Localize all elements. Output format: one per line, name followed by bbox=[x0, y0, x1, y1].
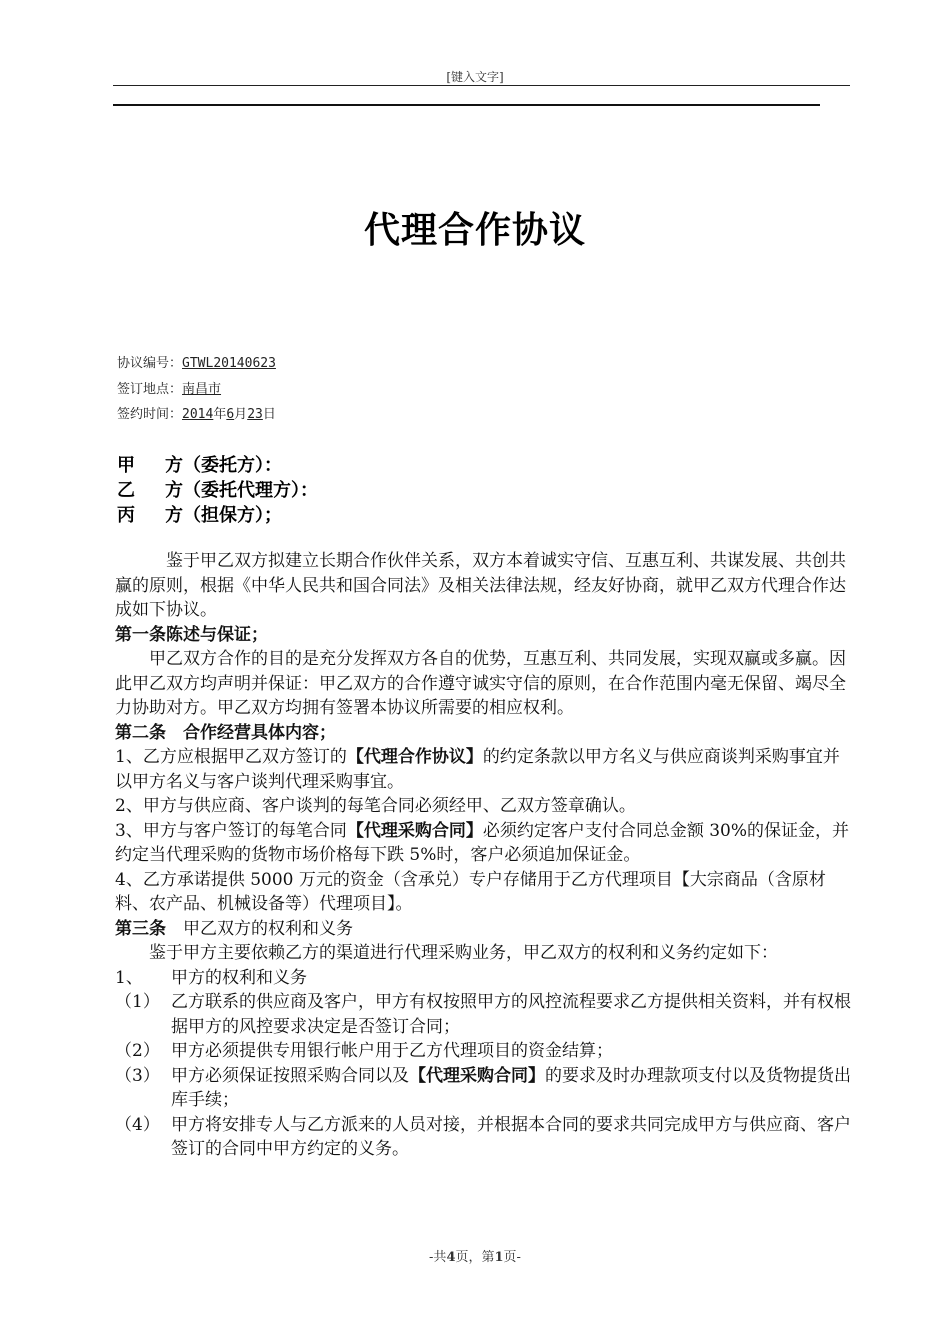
article3-subsection bbox=[115, 966, 855, 991]
article2-item1-text-c: 的约定条款以甲方名义与供应商谈判采购事宜并以甲方名义与客户谈判代理采购事宜。 bbox=[115, 747, 840, 792]
list-item-number: （3） bbox=[115, 1065, 160, 1086]
signing-place-value: 南昌市 bbox=[182, 382, 222, 397]
article3-heading-plain: 甲乙双方的权利和义务 bbox=[166, 918, 353, 939]
signing-year: 2014 bbox=[182, 407, 214, 422]
party-a-label: 方（委托方）： bbox=[165, 455, 282, 476]
list-item-text-a: 甲方必须保证按照采购合同以及 bbox=[171, 1065, 409, 1086]
party-b-label: 方（委托代理方）： bbox=[165, 480, 318, 501]
signing-place-label: 签订地点： bbox=[117, 382, 183, 397]
list-item-number: （4） bbox=[115, 1114, 160, 1135]
signing-day: 23 bbox=[247, 407, 263, 422]
article3-sub-title: 甲方的权利和义务 bbox=[171, 967, 307, 988]
page-footer bbox=[0, 1246, 950, 1265]
party-b bbox=[117, 476, 318, 502]
document-title: 代理合作协议 bbox=[363, 210, 586, 251]
article2-item3 bbox=[115, 819, 855, 868]
article2-item3-bold: 【代理采购合同】 bbox=[346, 820, 483, 841]
article2-item1 bbox=[115, 745, 855, 794]
article2-item4: 4、乙方承诺提供 5000 万元的资金（含承兑）专户存储用于乙方代理项目【大宗商品（含原材料、农产品、机械设备等）代理项目】。 bbox=[115, 869, 826, 914]
list-item-text bbox=[171, 1064, 855, 1113]
article1-heading: 第一条陈述与保证； bbox=[115, 624, 268, 645]
signing-place bbox=[117, 378, 221, 397]
article2-item2: 2、甲方与供应商、客户谈判的每笔合同必须经甲、乙双方签章确认。 bbox=[115, 796, 636, 816]
list-item bbox=[115, 1064, 855, 1113]
article3-heading bbox=[115, 917, 855, 942]
signing-date-label: 签约时间： bbox=[117, 407, 183, 422]
list-item-number: （1） bbox=[115, 992, 160, 1012]
list-item-number: （2） bbox=[115, 1041, 160, 1061]
signing-date bbox=[117, 403, 276, 422]
header-rule-thick bbox=[113, 104, 820, 106]
total-pages: 4 bbox=[446, 1250, 456, 1265]
agreement-number-label: 协议编号： bbox=[117, 356, 183, 371]
contract-body bbox=[115, 549, 855, 1162]
page-header: [键入文字] bbox=[446, 70, 504, 84]
party-c-label: 方（担保方）； bbox=[165, 505, 282, 526]
year-unit: 年 bbox=[213, 407, 227, 422]
party-a bbox=[117, 451, 282, 477]
article2-item1-bold: 【代理合作协议】 bbox=[346, 747, 483, 767]
list-item-bold: 【代理采购合同】 bbox=[409, 1065, 545, 1086]
intro-paragraph: 鉴于甲乙双方拟建立长期合作伙伴关系，双方本着诚实守信、互惠互利、共谋发展、共创共赢的原则，根据《中华人民共和国合同法》及相关法律法规，经友好协商，就甲乙双方代理合作达成如下协议。 bbox=[115, 551, 846, 620]
party-c bbox=[117, 501, 282, 527]
party-a-key: 甲 bbox=[117, 455, 135, 476]
article2-heading: 第二条 合作经营具体内容； bbox=[115, 722, 336, 743]
list-item-text: 乙方联系的供应商及客户，甲方有权按照甲方的风控流程要求乙方提供相关资料，并有权根据甲方的风控要求决定是否签订合同； bbox=[171, 992, 851, 1037]
article2-item3-text-c: 必须约定客户支付合同总金额 30%的保证金，并约定当代理采购的货物市场价格每下跌 5%时，客户必须追加保证金。 bbox=[115, 820, 850, 865]
header-rule bbox=[113, 85, 850, 86]
article3-heading-bold: 第三条 bbox=[115, 918, 166, 939]
month-unit: 月 bbox=[234, 407, 248, 422]
day-unit: 日 bbox=[262, 407, 276, 422]
list-item bbox=[115, 990, 855, 1039]
footer-prefix: -共 bbox=[429, 1250, 447, 1265]
party-c-key: 丙 bbox=[117, 505, 135, 526]
list-item-text: 甲方必须提供专用银行帐户用于乙方代理项目的资金结算； bbox=[171, 1041, 613, 1061]
list-item bbox=[115, 1113, 855, 1162]
article3-sub-number: 1、 bbox=[115, 967, 143, 988]
agreement-number-value: GTWL20140623 bbox=[182, 356, 276, 371]
article1-text: 甲乙双方合作的目的是充分发挥双方各自的优势，互惠互利、共同发展，实现双赢或多赢。因此甲乙双方均声明并保证：甲乙双方的合作遵守诚实守信的原则，在合作范围内毫无保留、竭尽全力协助对方。甲乙双方均拥有签署本协议所需要的相应权利。 bbox=[115, 649, 846, 718]
signing-month: 6 bbox=[226, 407, 235, 422]
footer-mid: 页，第 bbox=[455, 1250, 495, 1265]
current-page: 1 bbox=[494, 1250, 504, 1265]
list-item bbox=[115, 1039, 855, 1064]
article2-item1-text-a: 1、乙方应根据甲乙双方签订的 bbox=[115, 747, 347, 767]
list-item-text: 甲方将安排专人与乙方派来的人员对接，并根据本合同的要求共同完成甲方与供应商、客户签订的合同中甲方约定的义务。 bbox=[171, 1114, 851, 1159]
party-b-key: 乙 bbox=[117, 480, 135, 501]
article2-item3-text-a: 3、甲方与客户签订的每笔合同 bbox=[115, 820, 347, 841]
footer-suffix: 页- bbox=[503, 1250, 521, 1265]
agreement-number bbox=[117, 352, 276, 371]
list-item-text-c: 的要求及时办理款项支付以及货物提货出库手续； bbox=[171, 1065, 851, 1110]
article3-intro: 鉴于甲方主要依赖乙方的渠道进行代理采购业务，甲乙双方的权利和义务约定如下： bbox=[149, 943, 778, 963]
